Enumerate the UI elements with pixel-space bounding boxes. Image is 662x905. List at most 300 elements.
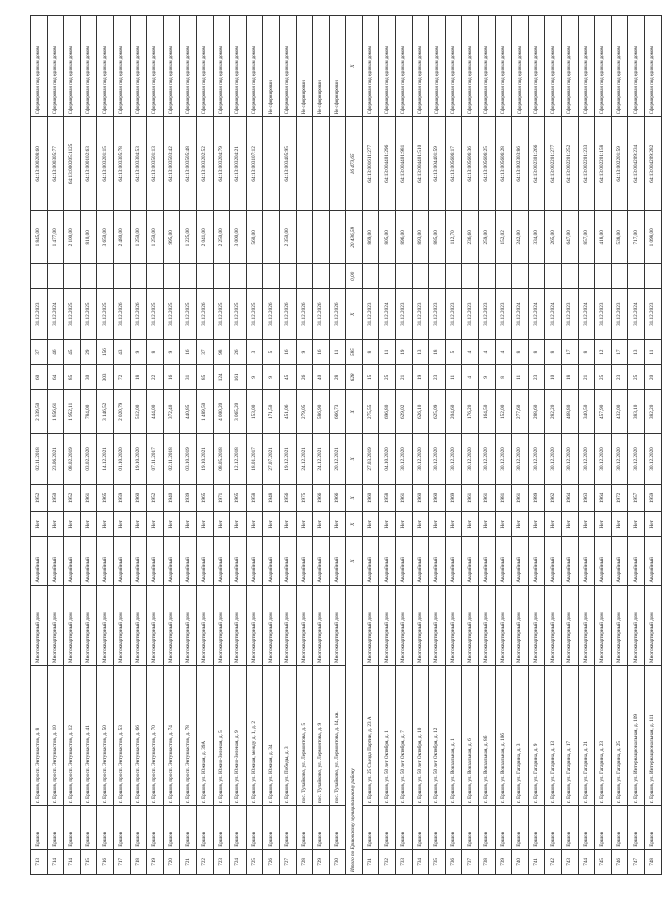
table-cell: Аварийный xyxy=(213,537,230,585)
table-cell: Ершов xyxy=(213,806,230,850)
table-cell: 64:13:000205:1125 xyxy=(64,117,81,211)
table-cell: Сформирован под единым домом xyxy=(562,16,579,117)
table-cell: 784,00 xyxy=(80,390,97,434)
table-cell: 72 xyxy=(113,365,130,390)
table-cell: 08.05.2018 xyxy=(213,434,230,485)
table-cell: 586,90 xyxy=(313,390,330,434)
table-cell: 11 xyxy=(329,340,346,365)
table-cell: 13 xyxy=(412,340,429,365)
table-cell: Нет xyxy=(595,512,612,537)
table-cell: Аварийный xyxy=(462,537,479,585)
table-cell: г. Ершов, ул. 50 лет Октября, д. 12 xyxy=(429,666,446,806)
table-cell: 1969 xyxy=(445,484,462,512)
table-cell: 64 xyxy=(47,365,64,390)
table-cell xyxy=(180,264,197,289)
table-cell: 64:13:005606:28 xyxy=(495,117,512,211)
table-cell: 9 xyxy=(130,340,147,365)
table-cell: 31.12.2024 xyxy=(512,289,529,340)
table-cell: 1975 xyxy=(296,484,313,512)
table-cell xyxy=(362,264,379,289)
table-cell: 716 xyxy=(97,849,114,874)
table-cell: 31.12.2023 xyxy=(31,289,48,340)
table-cell: 740 xyxy=(512,849,529,874)
table-cell: 28 xyxy=(329,365,346,390)
table-cell xyxy=(80,264,97,289)
table-row xyxy=(611,16,628,875)
table-cell: 30.12.2020 xyxy=(578,434,595,485)
table-cell: 733 xyxy=(396,849,413,874)
table-cell: 124 xyxy=(213,365,230,390)
table-cell: Ершов xyxy=(412,806,429,850)
table-cell: 626,10 xyxy=(412,390,429,434)
table-cell: 259,00 xyxy=(479,211,496,264)
table-row xyxy=(628,16,645,875)
table-cell: 64:13:000305:77 xyxy=(47,117,64,211)
table-cell: 9 xyxy=(479,365,496,390)
table-cell: 282,20 xyxy=(545,390,562,434)
table-cell: 64:13:003204:79 xyxy=(213,117,230,211)
table-cell xyxy=(97,264,114,289)
table-cell: Ершов xyxy=(495,806,512,850)
table-cell: Аварийный xyxy=(113,537,130,585)
table-cell: 744 xyxy=(578,849,595,874)
table-cell: Многоквартирный дом xyxy=(528,585,545,665)
table-cell: Нет xyxy=(80,512,97,537)
table-row xyxy=(445,16,462,875)
table-cell: Нет xyxy=(47,512,64,537)
table-cell: Аварийный xyxy=(147,537,164,585)
table-cell: 64:13:002303:86 xyxy=(512,117,529,211)
table-cell: Многоквартирный дом xyxy=(644,585,661,665)
table-cell: Аварийный xyxy=(396,537,413,585)
table-cell: 719 xyxy=(147,849,164,874)
table-cell: Нет xyxy=(147,512,164,537)
table-row xyxy=(130,16,147,875)
table-cell: 31.12.2023 xyxy=(362,289,379,340)
table-cell: 31.12.2026 xyxy=(130,289,147,340)
total-label: Итого по Ершовскому муниципальному району xyxy=(346,585,363,874)
table-cell: 30 xyxy=(80,365,97,390)
table-cell: 742 xyxy=(545,849,562,874)
table-cell: 18 xyxy=(562,365,579,390)
table-cell xyxy=(296,211,313,264)
table-cell: Нет xyxy=(412,512,429,537)
total-cell: Х xyxy=(346,434,363,485)
table-row xyxy=(578,16,595,875)
table-cell: Многоквартирный дом xyxy=(130,585,147,665)
table-cell: 26 xyxy=(296,365,313,390)
table-cell: 727 xyxy=(279,849,296,874)
table-cell: Многоквартирный дом xyxy=(379,585,396,665)
table-cell: Многоквартирный дом xyxy=(412,585,429,665)
table-cell: 734 xyxy=(412,849,429,874)
table-cell: г. Ершов, ул. 50 лет Октября, д. 1 xyxy=(379,666,396,806)
table-cell: 30.12.2020 xyxy=(611,434,628,485)
table-cell: 64:13:000102:63 xyxy=(80,117,97,211)
table-cell: Аварийный xyxy=(313,537,330,585)
table-cell: 20 xyxy=(644,365,661,390)
table-cell: г. Ершов, ул. Южная, д. 39А xyxy=(196,666,213,806)
table-cell: Ершов xyxy=(97,806,114,850)
table-cell: 1958 xyxy=(379,484,396,512)
table-cell: Сформирован под единым домом xyxy=(628,16,645,117)
table-cell xyxy=(528,264,545,289)
table-cell: Нет xyxy=(479,512,496,537)
table-cell: Не сформирован xyxy=(313,16,330,117)
table-cell: Многоквартирный дом xyxy=(296,585,313,665)
table-cell: Сформирован под единым домом xyxy=(429,16,446,117)
table-cell: Многоквартирный дом xyxy=(47,585,64,665)
table-cell: Многоквартирный дом xyxy=(97,585,114,665)
table-cell xyxy=(379,264,396,289)
table-cell: Аварийный xyxy=(512,537,529,585)
table-cell: 176,20 xyxy=(462,390,479,434)
table-cell: Сформирован под единым домом xyxy=(462,16,479,117)
table-cell: 1981 xyxy=(495,484,512,512)
table-cell xyxy=(445,264,462,289)
table-cell: Нет xyxy=(263,512,280,537)
table-row xyxy=(196,16,213,875)
table-cell: 9 xyxy=(246,365,263,390)
table-cell: Ершов xyxy=(562,806,579,850)
table-cell: 64:13:003501:13 xyxy=(147,117,164,211)
table-cell: Многоквартирный дом xyxy=(80,585,97,665)
table-cell: 418,00 xyxy=(595,211,612,264)
table-cell: 730 xyxy=(329,849,346,874)
table-cell: 64:13:003202:52 xyxy=(196,117,213,211)
table-cell: 666,73 xyxy=(329,390,346,434)
table-cell: Многоквартирный дом xyxy=(578,585,595,665)
table-cell: 31.12.2024 xyxy=(47,289,64,340)
table-cell: 30.12.2020 xyxy=(628,434,645,485)
table-cell: 746 xyxy=(611,849,628,874)
table-cell: 1940 xyxy=(163,484,180,512)
table-cell: Аварийный xyxy=(578,537,595,585)
table-cell: 1956 xyxy=(279,484,296,512)
table-cell: Сформирован под единым домом xyxy=(412,16,429,117)
table-cell: Многоквартирный дом xyxy=(163,585,180,665)
table-cell: 3 065,20 xyxy=(230,390,247,434)
table-cell: 805,00 xyxy=(379,211,396,264)
table-cell: 726 xyxy=(263,849,280,874)
table-row xyxy=(479,16,496,875)
table-cell: Ершов xyxy=(296,806,313,850)
table-cell: 11 xyxy=(445,365,462,390)
table-cell: 4 xyxy=(495,340,512,365)
table-cell: 64:13:001611:277 xyxy=(362,117,379,211)
table-cell: Ершов xyxy=(230,806,247,850)
table-cell: Сформирован под единым домом xyxy=(47,16,64,117)
table-cell: 12 xyxy=(595,340,612,365)
table-cell: г. Ершов, ул. 25 Съезда Партии, д. 23 А xyxy=(362,666,379,806)
table-cell: Нет xyxy=(578,512,595,537)
total-cell: Х xyxy=(346,512,363,537)
table-cell: Ершов xyxy=(163,806,180,850)
table-cell: 85 xyxy=(64,365,81,390)
table-cell: 64:13:004401:510 xyxy=(412,117,429,211)
table-row xyxy=(279,16,296,875)
table-cell: Нет xyxy=(130,512,147,537)
table-cell: Аварийный xyxy=(379,537,396,585)
table-cell: Аварийный xyxy=(263,537,280,585)
table-cell xyxy=(562,264,579,289)
table-cell: 64:13:004401:296 xyxy=(379,117,396,211)
table-cell: 08.02.2019 xyxy=(64,434,81,485)
table-cell: 1965 xyxy=(196,484,213,512)
table-cell: 64:13:004401:981 xyxy=(396,117,413,211)
table-cell: Сформирован под единым домом xyxy=(230,16,247,117)
table-cell: 2 350,00 xyxy=(279,211,296,264)
table-cell: Многоквартирный дом xyxy=(545,585,562,665)
table-cell: 30.12.2020 xyxy=(429,434,446,485)
table-row xyxy=(379,16,396,875)
table-cell: Аварийный xyxy=(246,537,263,585)
table-cell: 17 xyxy=(611,340,628,365)
table-cell: Многоквартирный дом xyxy=(113,585,130,665)
table-cell: Аварийный xyxy=(97,537,114,585)
table-cell: Нет xyxy=(445,512,462,537)
table-cell: Нет xyxy=(180,512,197,537)
table-cell: 1948 xyxy=(263,484,280,512)
table-cell: 1959 xyxy=(644,484,661,512)
table-cell: 64:13:002201:158 xyxy=(595,117,612,211)
table-cell: 64:13:003503:42 xyxy=(163,117,180,211)
table-cell: Нет xyxy=(113,512,130,537)
table-cell: 3 650,00 xyxy=(97,211,114,264)
table-cell: 64:13:003107:12 xyxy=(246,117,263,211)
table-cell: Многоквартирный дом xyxy=(462,585,479,665)
table-cell: 869,00 xyxy=(362,211,379,264)
table-cell: 715 xyxy=(80,849,97,874)
table-cell: 16 xyxy=(163,365,180,390)
table-cell: 1952 xyxy=(31,484,48,512)
table-cell: 1 098,00 xyxy=(644,211,661,264)
table-cell: пос. Тулайково, ул. Лермонтова, д. 5 xyxy=(296,666,313,806)
table-row xyxy=(97,16,114,875)
table-cell: 896,00 xyxy=(396,211,413,264)
table-cell xyxy=(296,117,313,211)
table-cell: г. Ершов, просп. Энтузиастов, д. 70 xyxy=(147,666,164,806)
table-cell: 717 xyxy=(113,849,130,874)
table-cell: Аварийный xyxy=(528,537,545,585)
table-row xyxy=(147,16,164,875)
table-cell: Ершов xyxy=(130,806,147,850)
table-cell: 30.12.2020 xyxy=(495,434,512,485)
table-cell: Сформирован под единым домом xyxy=(279,16,296,117)
table-cell: Аварийный xyxy=(479,537,496,585)
table-cell: Нет xyxy=(362,512,379,537)
table-cell: 171,50 xyxy=(263,390,280,434)
table-cell: Сформирован под единым домом xyxy=(495,16,512,117)
table-cell: 31.12.2023 xyxy=(595,289,612,340)
table-cell: 728 xyxy=(296,849,313,874)
table-cell: Сформирован под единым домом xyxy=(578,16,595,117)
table-cell: г. Ершов, ул. Вокзальная, д. 8б xyxy=(479,666,496,806)
table-cell: Многоквартирный дом xyxy=(429,585,446,665)
table-cell: Ершов xyxy=(644,806,661,850)
table-cell: Сформирован под единым домом xyxy=(479,16,496,117)
table-cell: 725 xyxy=(246,849,263,874)
table-cell: 153,00 xyxy=(246,390,263,434)
table-cell: 334,00 xyxy=(528,211,545,264)
table-cell: Многоквартирный дом xyxy=(246,585,263,665)
table-cell: Аварийный xyxy=(80,537,97,585)
table-cell: 64:13:004209:282 xyxy=(644,117,661,211)
table-cell: Ершов xyxy=(279,806,296,850)
table-cell xyxy=(279,264,296,289)
table-cell: Сформирован под единым домом xyxy=(545,16,562,117)
table-cell: 16 xyxy=(180,340,197,365)
table-cell: г. Ершов, ул. Гагарина, д. 13 xyxy=(545,666,562,806)
table-cell: 9 xyxy=(263,365,280,390)
table-row xyxy=(47,16,64,875)
table-cell: Ершов xyxy=(246,806,263,850)
table-cell: Нет xyxy=(545,512,562,537)
table-cell: Ершов xyxy=(429,806,446,850)
table-cell: 27.07.2021 xyxy=(263,434,280,485)
table-cell: г. Ершов, просп. Энтузиастов, д. 12 xyxy=(64,666,81,806)
table-cell: Сформирован под единым домом xyxy=(595,16,612,117)
table-cell: Аварийный xyxy=(429,537,446,585)
table-cell xyxy=(313,211,330,264)
table-cell: 1960 xyxy=(130,484,147,512)
table-cell: Ершов xyxy=(362,806,379,850)
table-cell: 64:13:004401:59 xyxy=(429,117,446,211)
table-cell: г. Ершов, просп. Энтузиастов, д. 41 xyxy=(80,666,97,806)
table-cell: Сформирован под единым домом xyxy=(64,16,81,117)
table-cell: Аварийный xyxy=(47,537,64,585)
table-cell: 18 xyxy=(429,340,446,365)
table-cell: 288,60 xyxy=(528,390,545,434)
table-cell: Сформирован под единым домом xyxy=(445,16,462,117)
table-cell xyxy=(113,264,130,289)
table-cell: Аварийный xyxy=(445,537,462,585)
table-cell: 31.12.2023 xyxy=(396,289,413,340)
table-cell: Нет xyxy=(628,512,645,537)
table-cell: 37 xyxy=(31,340,48,365)
table-cell: 31.12.2024 xyxy=(628,289,645,340)
table-cell xyxy=(578,264,595,289)
table-cell: Нет xyxy=(644,512,661,537)
table-cell: 31.12.2026 xyxy=(296,289,313,340)
table-cell: 2 480,00 xyxy=(113,211,130,264)
table-cell: 19.12.2021 xyxy=(279,434,296,485)
table-cell: 745 xyxy=(595,849,612,874)
table-cell: 30.12.2020 xyxy=(445,434,462,485)
table-cell: 468,80 xyxy=(562,390,579,434)
table-cell: 23 xyxy=(528,365,545,390)
table-cell: 512,00 xyxy=(130,390,147,434)
table-cell: Аварийный xyxy=(31,537,48,585)
table-cell: 738 xyxy=(479,849,496,874)
table-cell: Аварийный xyxy=(628,537,645,585)
table-cell: 25 xyxy=(595,365,612,390)
table-row xyxy=(113,16,130,875)
table-cell: 152,00 xyxy=(495,390,512,434)
table-cell xyxy=(495,264,512,289)
table-cell: 20.12.2021 xyxy=(329,434,346,485)
table-cell: г. Ершов, просп. Энтузиастов, д. 66 xyxy=(130,666,147,806)
table-cell: Аварийный xyxy=(64,537,81,585)
table-cell: 45 xyxy=(64,340,81,365)
table-cell: 1960 xyxy=(362,484,379,512)
table-cell: 995,00 xyxy=(163,211,180,264)
table-cell: 29 xyxy=(80,340,97,365)
table-cell: 1965 xyxy=(97,484,114,512)
table-cell: Нет xyxy=(329,512,346,537)
table-cell: 01.10.2020 xyxy=(113,434,130,485)
table-cell: 857,00 xyxy=(578,211,595,264)
table-row xyxy=(396,16,413,875)
table-cell: 31.12.2023 xyxy=(412,289,429,340)
table-cell: Многоквартирный дом xyxy=(479,585,496,665)
table-cell: 747 xyxy=(628,849,645,874)
table-cell: Многоквартирный дом xyxy=(495,585,512,665)
table-cell xyxy=(64,264,81,289)
table-cell: 8 xyxy=(362,340,379,365)
table-cell: 64:13:003204:21 xyxy=(230,117,247,211)
table-cell: 64:13:005606:25 xyxy=(479,117,496,211)
table-cell: 1961 xyxy=(462,484,479,512)
table-cell: 2 339,50 xyxy=(31,390,48,434)
table-cell: 31.12.2023 xyxy=(495,289,512,340)
table-cell xyxy=(163,264,180,289)
table-cell: Ершов xyxy=(462,806,479,850)
table-cell: 64:13:003405:95 xyxy=(279,117,296,211)
table-cell: 64:13:005606:36 xyxy=(462,117,479,211)
table-cell: Сформирован под единым домом xyxy=(163,16,180,117)
table-cell: Ершов xyxy=(263,806,280,850)
total-cell: Х xyxy=(346,537,363,585)
table-cell: Аварийный xyxy=(296,537,313,585)
rotated-table-page xyxy=(30,15,656,875)
table-cell: Сформирован под единым домом xyxy=(644,16,661,117)
table-cell: 31.12.2023 xyxy=(479,289,496,340)
table-cell: 18.01.2017 xyxy=(246,434,263,485)
table-cell: 8 xyxy=(528,340,545,365)
table-cell: 724 xyxy=(230,849,247,874)
table-cell: 15 xyxy=(362,365,379,390)
table-cell: Многоквартирный дом xyxy=(180,585,197,665)
table-cell: Сформирован под единым домом xyxy=(80,16,97,117)
table-cell: Многоквартирный дом xyxy=(313,585,330,665)
table-cell: 1960 xyxy=(412,484,429,512)
table-cell: 432,00 xyxy=(611,390,628,434)
total-cell: Х xyxy=(346,390,363,434)
table-row xyxy=(64,16,81,875)
table-cell: 03.10.2019 xyxy=(180,434,197,485)
table-cell: Аварийный xyxy=(180,537,197,585)
table-cell: 743 xyxy=(562,849,579,874)
table-cell: Сформирован под единым домом xyxy=(528,16,545,117)
table-cell: пос. Тулайково, ул. Лермонтова, д. 9 xyxy=(313,666,330,806)
table-cell: 46 xyxy=(47,340,64,365)
table-cell: г. Ершов, просп. Энтузиастов, д. 50 xyxy=(97,666,114,806)
table-cell: г. Ершов, ул. Южная, между д. 1, д. 2 xyxy=(246,666,263,806)
table-cell: г. Ершов, ул. Вокзальная, д. 1 xyxy=(445,666,462,806)
table-cell: 885,00 xyxy=(429,211,446,264)
table-cell: 5 xyxy=(445,340,462,365)
table-cell: г. Ершов, ул. 50 лет Октября, д. 7 xyxy=(396,666,413,806)
table-cell: пос. Тулайково, ул. Лермонтова, д. 14, кв. xyxy=(329,666,346,806)
table-cell: Не сформирован xyxy=(263,16,280,117)
table-cell xyxy=(263,117,280,211)
table-cell: Нет xyxy=(97,512,114,537)
table-cell xyxy=(47,264,64,289)
table-cell: 1 489,50 xyxy=(196,390,213,434)
table-cell: 31.12.2026 xyxy=(263,289,280,340)
table-cell: 152,02 xyxy=(495,211,512,264)
